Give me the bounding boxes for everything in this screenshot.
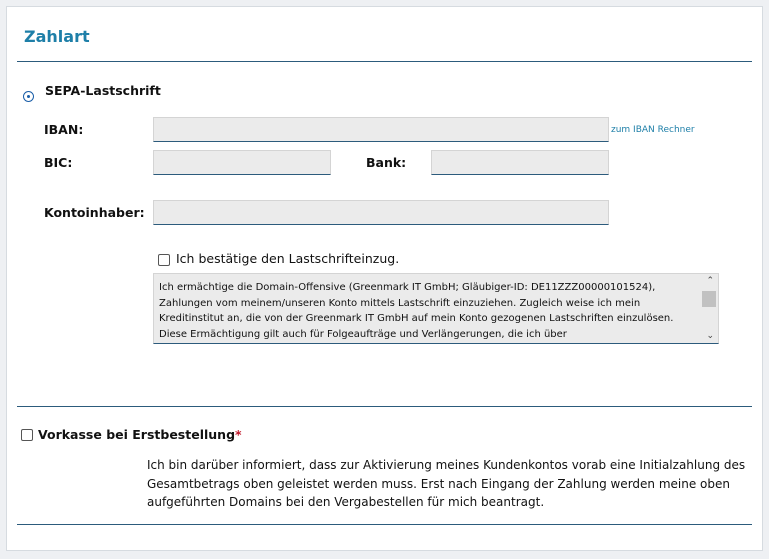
sepa-label[interactable]: SEPA-Lastschrift — [45, 83, 161, 98]
bank-label: Bank: — [366, 155, 407, 170]
sepa-confirm-label[interactable]: Ich bestätige den Lastschrifteinzug. — [176, 251, 400, 266]
scroll-down-icon[interactable]: ⌄ — [706, 331, 714, 341]
mandate-text: Ich ermächtige die Domain-Offensive (Greenmark IT GmbH; Gläubiger-ID: DE11ZZZ00000101524), Zahlungen vom meinem/unseren Konto mittels Lastschrift einzuziehen. Zugleich weise ich mein Kreditinstitut an, die von der Greenmark IT GmbH auf mein Konto gezogenen Lastschriften einzulösen. Diese Ermächtigung gilt auch für Folgeaufträge und Verlängerungen, die ich über — [159, 282, 674, 340]
bic-label: BIC: — [44, 155, 73, 170]
sepa-divider — [17, 406, 752, 407]
owner-label: Kontoinhaber: — [44, 205, 145, 220]
mandate-textarea[interactable] — [153, 273, 719, 344]
sepa-radio[interactable] — [23, 91, 34, 102]
vorkasse-divider — [17, 524, 752, 525]
owner-input[interactable] — [153, 200, 609, 225]
scroll-up-icon[interactable]: ⌃ — [706, 276, 714, 286]
iban-label: IBAN: — [44, 122, 84, 137]
vorkasse-label[interactable] — [38, 427, 242, 442]
sepa-confirm-checkbox[interactable] — [158, 254, 170, 266]
bank-input[interactable] — [431, 150, 609, 175]
vorkasse-checkbox[interactable] — [21, 429, 33, 441]
vorkasse-description: Ich bin darüber informiert, dass zur Aktivierung meines Kundenkontos vorab eine Initialzahlung des Gesamtbetrags oben geleistet werden muss. Erst nach Eingang der Zahlung werden meine oben aufgeführten Domains bei den Vergabestellen für mich beantragt. — [147, 458, 746, 509]
iban-calculator-link[interactable]: zum IBAN Rechner — [611, 125, 695, 135]
required-marker: * — [235, 427, 242, 442]
iban-input[interactable] — [153, 117, 609, 142]
title-divider — [17, 61, 752, 62]
vorkasse-label-text: Vorkasse bei Erstbestellung — [38, 427, 236, 442]
section-title: Zahlart — [24, 27, 90, 46]
payment-panel — [6, 6, 763, 551]
bic-input[interactable] — [153, 150, 331, 175]
scrollbar-thumb[interactable] — [702, 291, 716, 307]
